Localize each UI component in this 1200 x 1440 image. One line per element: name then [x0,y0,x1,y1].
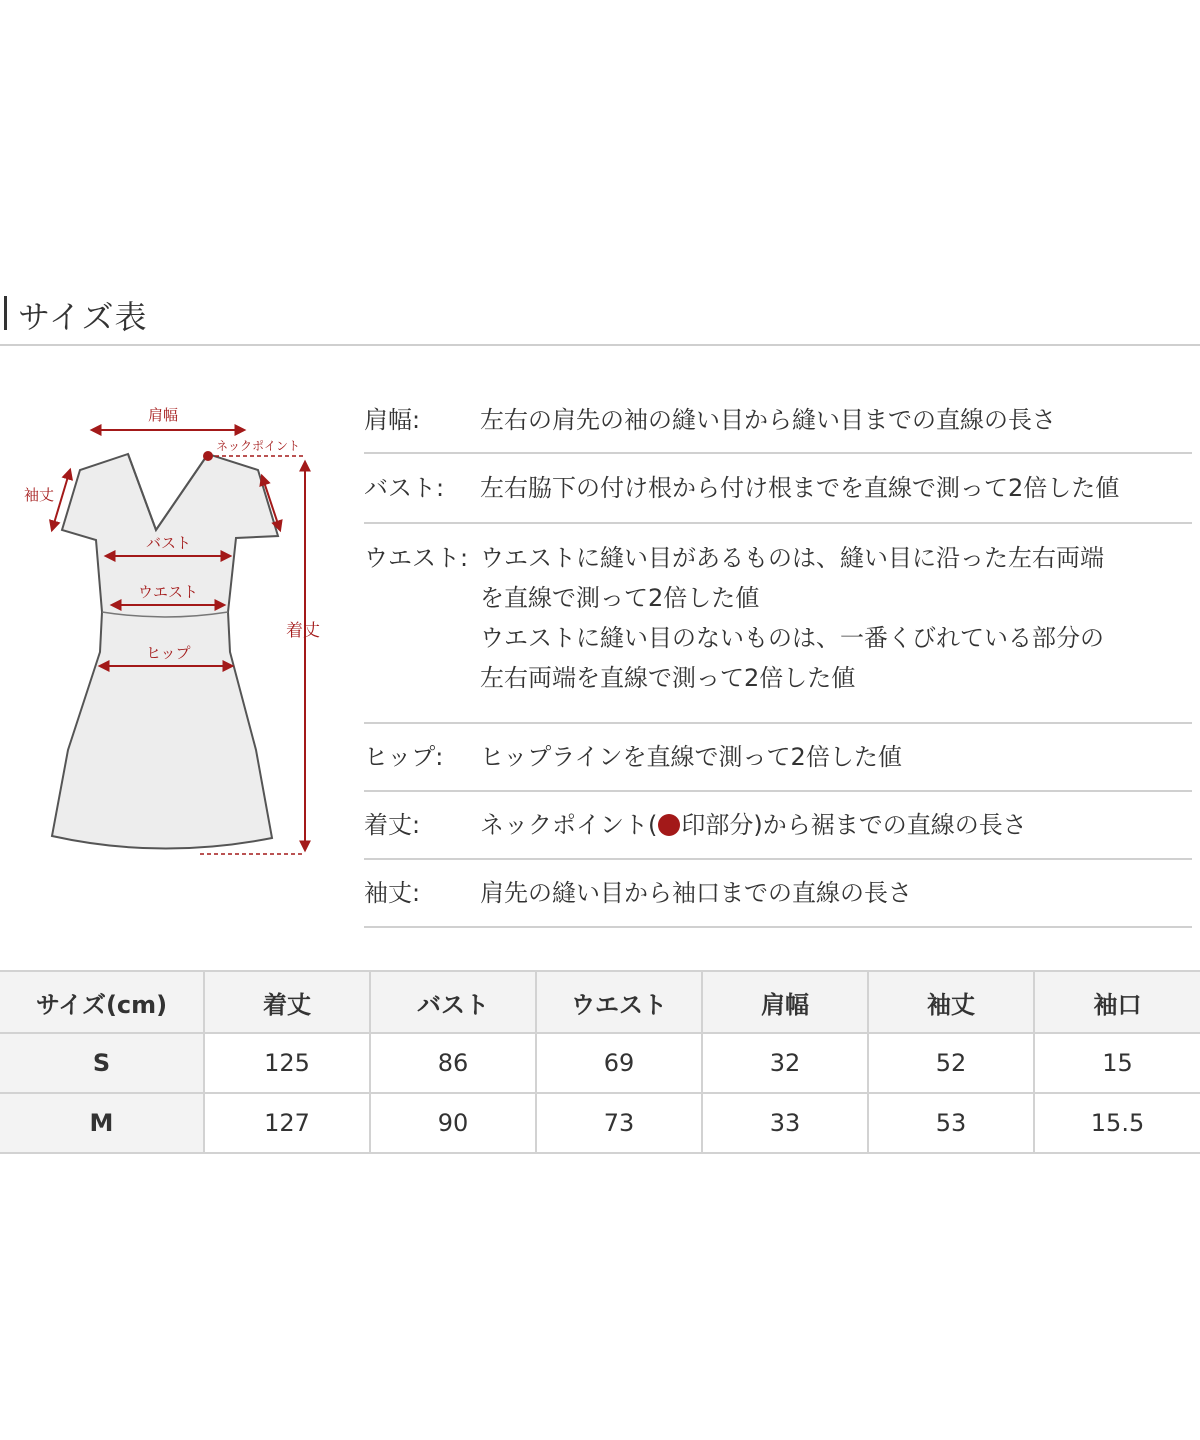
definition-desc [480,538,1192,698]
definition-desc [480,468,1192,508]
label-shoulder: 肩幅 [148,406,179,424]
definition-line [480,805,1192,845]
definition-term: 袖丈: [364,879,421,907]
page-title-section [0,288,1200,346]
column-header-length: 着丈 [204,971,370,1033]
title-accent-bar [4,296,7,330]
column-header-cuff: 袖口 [1034,971,1200,1033]
table-cell-size: M [0,1093,204,1153]
definition-term: バスト: [364,474,445,502]
label-waist: ウエスト [138,583,199,601]
neck-point-dot-icon [658,814,680,836]
table-cell: 52 [868,1033,1034,1093]
definition-text-pre: ネックポイント( [480,811,658,839]
label-length: 着丈 [286,621,320,641]
dress-diagram-svg [0,390,350,880]
label-bust: バスト [146,534,192,552]
table-cell: 15.5 [1034,1093,1200,1153]
definition-desc [480,873,1192,913]
definition-line: ウエストに縫い目があるものは、縫い目に沿った左右両端 [480,544,1104,572]
page-title: サイズ表 [18,298,148,336]
column-header-bust: バスト [370,971,536,1033]
table-cell: 125 [204,1033,370,1093]
definition-line: 左右両端を直線で測って2倍した値 [480,664,856,692]
label-sleeve: 袖丈 [24,486,55,504]
definition-row-waist [364,524,1192,724]
table-header-row [0,971,1200,1033]
table-cell-size: S [0,1033,204,1093]
column-header-shoulder: 肩幅 [702,971,868,1033]
table-row [0,1033,1200,1093]
table-cell: 69 [536,1033,702,1093]
definition-line: 左右脇下の付け根から付け根までを直線で測って2倍した値 [480,474,1120,502]
definition-row-sleeve [364,860,1192,928]
definition-term: ウエスト: [364,544,469,572]
definition-desc [480,737,1192,777]
definition-term: 肩幅: [364,406,421,434]
definition-term: ヒップ: [364,743,444,771]
table-row [0,1093,1200,1153]
definition-desc [480,805,1192,845]
label-hip: ヒップ [146,644,191,662]
definition-row-bust [364,454,1192,524]
definition-line: 肩先の縫い目から袖口までの直線の長さ [480,879,912,907]
definition-line: を直線で測って2倍した値 [480,584,760,612]
definition-row-hip [364,724,1192,792]
table-cell: 127 [204,1093,370,1153]
table-cell: 53 [868,1093,1034,1153]
measurement-diagram [0,390,350,880]
column-header-size: サイズ(cm) [0,971,204,1033]
definition-row-shoulder [364,388,1192,454]
definition-row-length [364,792,1192,860]
column-header-sleeve: 袖丈 [868,971,1034,1033]
definition-desc [480,400,1192,440]
measurement-definitions [364,388,1192,928]
definition-term: 着丈: [364,811,421,839]
definition-line: 左右の肩先の袖の縫い目から縫い目までの直線の長さ [480,406,1056,434]
table-cell: 33 [702,1093,868,1153]
definition-text-post: 印部分)から裾までの直線の長さ [681,811,1027,839]
label-neck-point: ネックポイント [216,439,301,453]
table-cell: 73 [536,1093,702,1153]
table-cell: 32 [702,1033,868,1093]
definition-line: ヒップラインを直線で測って2倍した値 [480,743,902,771]
definition-line: ウエストに縫い目のないものは、一番くびれている部分の [480,624,1104,652]
column-header-waist: ウエスト [536,971,702,1033]
table-cell: 90 [370,1093,536,1153]
table-cell: 86 [370,1033,536,1093]
size-table [0,970,1200,1154]
table-cell: 15 [1034,1033,1200,1093]
